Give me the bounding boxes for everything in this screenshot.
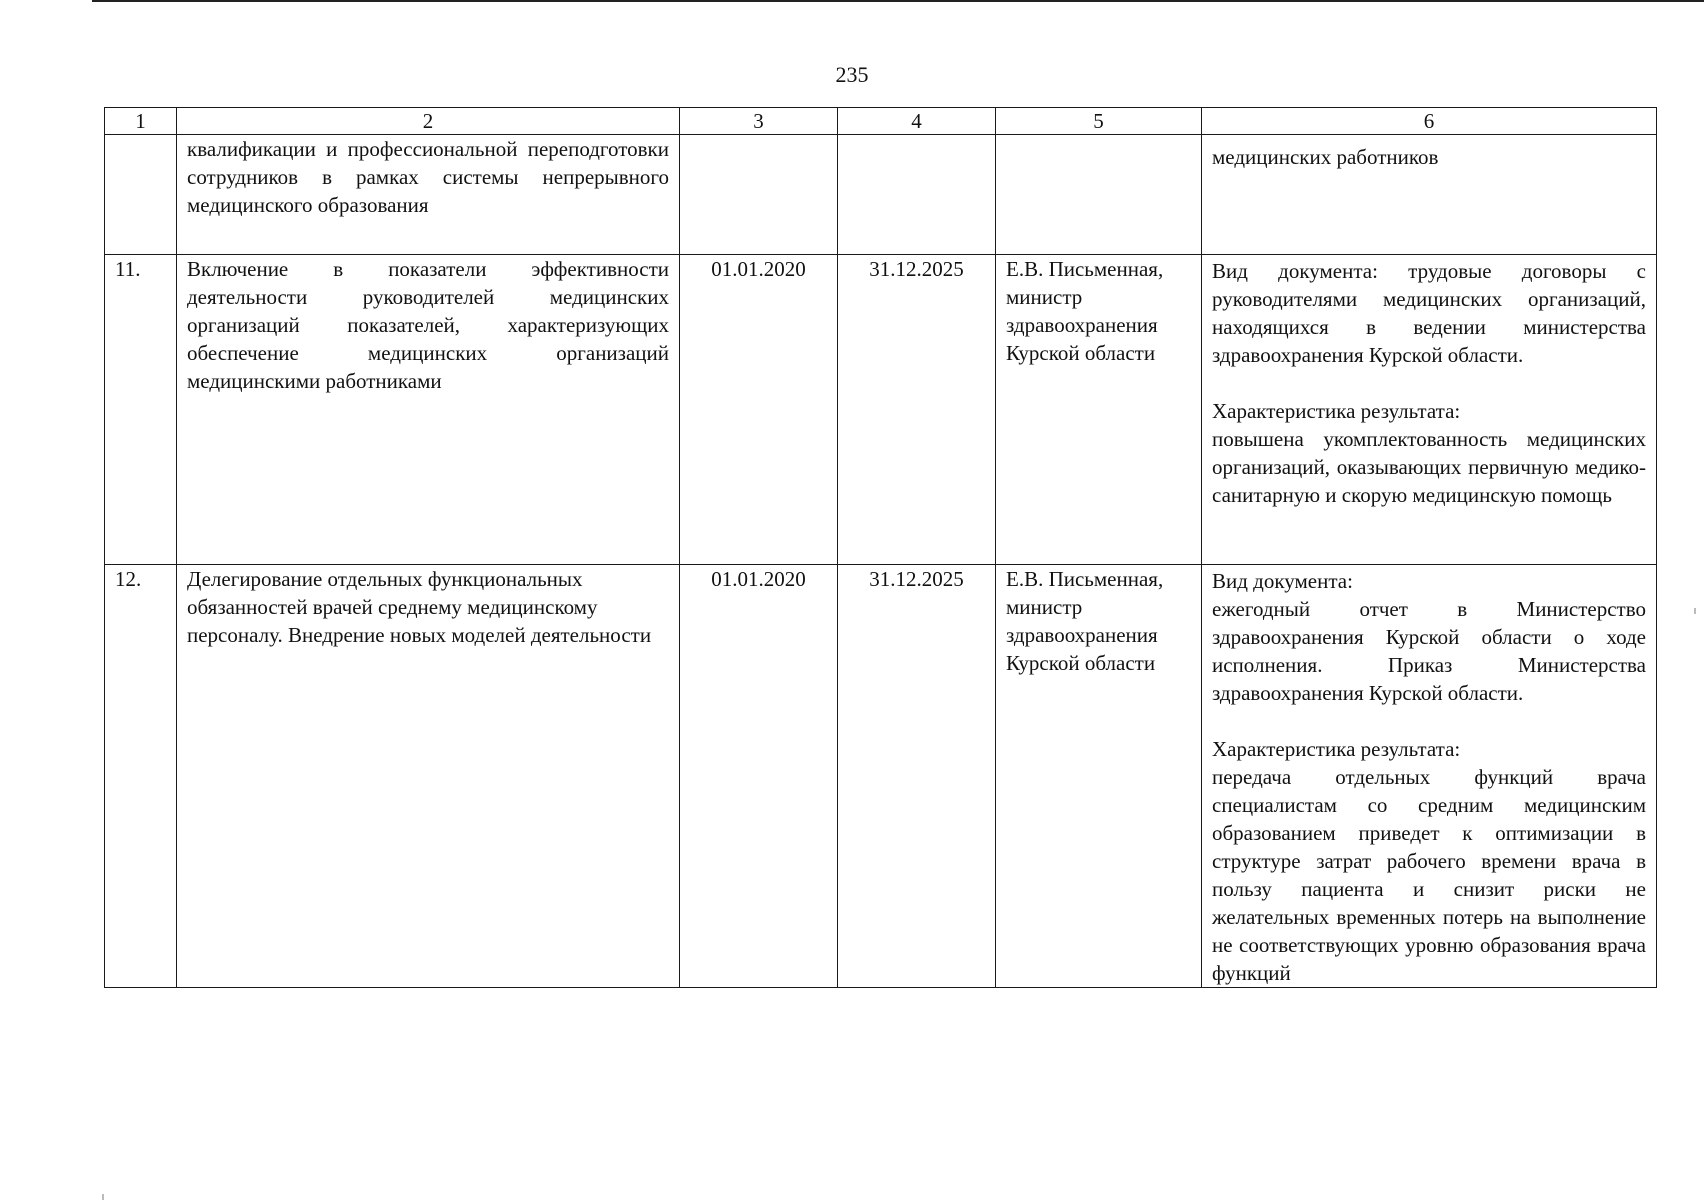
scan-speck bbox=[102, 1194, 104, 1200]
row-number-cell: 11. bbox=[105, 255, 177, 565]
result-cell bbox=[1202, 255, 1657, 565]
column-header-2: 2 bbox=[177, 108, 680, 135]
top-border-line bbox=[92, 0, 1704, 2]
result-label: Характеристика результата: bbox=[1212, 399, 1461, 423]
column-header-5: 5 bbox=[996, 108, 1202, 135]
column-header-1: 1 bbox=[105, 108, 177, 135]
document-text: трудовые договоры с руководителями медицинских организаций, находящихся в ведении министерства здравоохранения Курской области. bbox=[1212, 259, 1646, 367]
responsible-cell: Е.В. Письменная, министр здравоохранения Курской области bbox=[996, 565, 1202, 988]
table-row-continuation bbox=[105, 135, 1657, 255]
end-date-cell: 31.12.2025 bbox=[838, 255, 996, 565]
result-text: передача отдельных функций врача специалистам со средним медицинским образованием приведет к оптимизации в структуре затрат рабочего времени врача в пользу пациента и снизит риски не желательных временных потерь на выполнение не соответствующих уровню образования врача функций bbox=[1212, 765, 1646, 985]
result-text: повышена укомплектованность медицинских организаций, оказывающих первичную медико-санитарную и скорую медицинскую помощь bbox=[1212, 427, 1646, 507]
row-number-cell bbox=[105, 135, 177, 255]
action-plan-table bbox=[104, 107, 1657, 988]
document-type bbox=[1212, 257, 1646, 369]
end-date-cell: 31.12.2025 bbox=[838, 565, 996, 988]
description-cell: Включение в показатели эффективности деятельности руководителей медицинских организаций показателей, характеризующих обеспечение медицинских организаций медицинскими работниками bbox=[177, 255, 680, 565]
column-header-4: 4 bbox=[838, 108, 996, 135]
document-label: Вид документа: bbox=[1212, 569, 1353, 593]
table-row bbox=[105, 565, 1657, 988]
start-date-cell: 01.01.2020 bbox=[680, 565, 838, 988]
result-label: Характеристика результата: bbox=[1212, 737, 1461, 761]
document-text: ежегодный отчет в Министерство здравоохранения Курской области о ходе исполнения. Приказ Министерства здравоохранения Курской области. bbox=[1212, 597, 1646, 705]
responsible-cell: Е.В. Письменная, министр здравоохранения Курской области bbox=[996, 255, 1202, 565]
description-cell: Делегирование отдельных функциональных обязанностей врачей среднему медицинскому персоналу. Внедрение новых моделей деятельности bbox=[177, 565, 680, 988]
column-header-3: 3 bbox=[680, 108, 838, 135]
scan-speck bbox=[1694, 608, 1696, 614]
column-header-row bbox=[105, 108, 1657, 135]
page-number: 235 bbox=[835, 62, 869, 87]
document-label: Вид документа: bbox=[1212, 259, 1378, 283]
column-header-6: 6 bbox=[1202, 108, 1657, 135]
result-text: медицинских работников bbox=[1212, 145, 1439, 169]
description-cell: квалификации и профессиональной переподготовки сотрудников в рамках системы непрерывного медицинского образования bbox=[177, 135, 680, 255]
result-cell bbox=[1202, 565, 1657, 988]
table-row bbox=[105, 255, 1657, 565]
result-cell bbox=[1202, 135, 1657, 255]
responsible-cell bbox=[996, 135, 1202, 255]
end-date-cell bbox=[838, 135, 996, 255]
row-number-cell: 12. bbox=[105, 565, 177, 988]
start-date-cell bbox=[680, 135, 838, 255]
start-date-cell: 01.01.2020 bbox=[680, 255, 838, 565]
